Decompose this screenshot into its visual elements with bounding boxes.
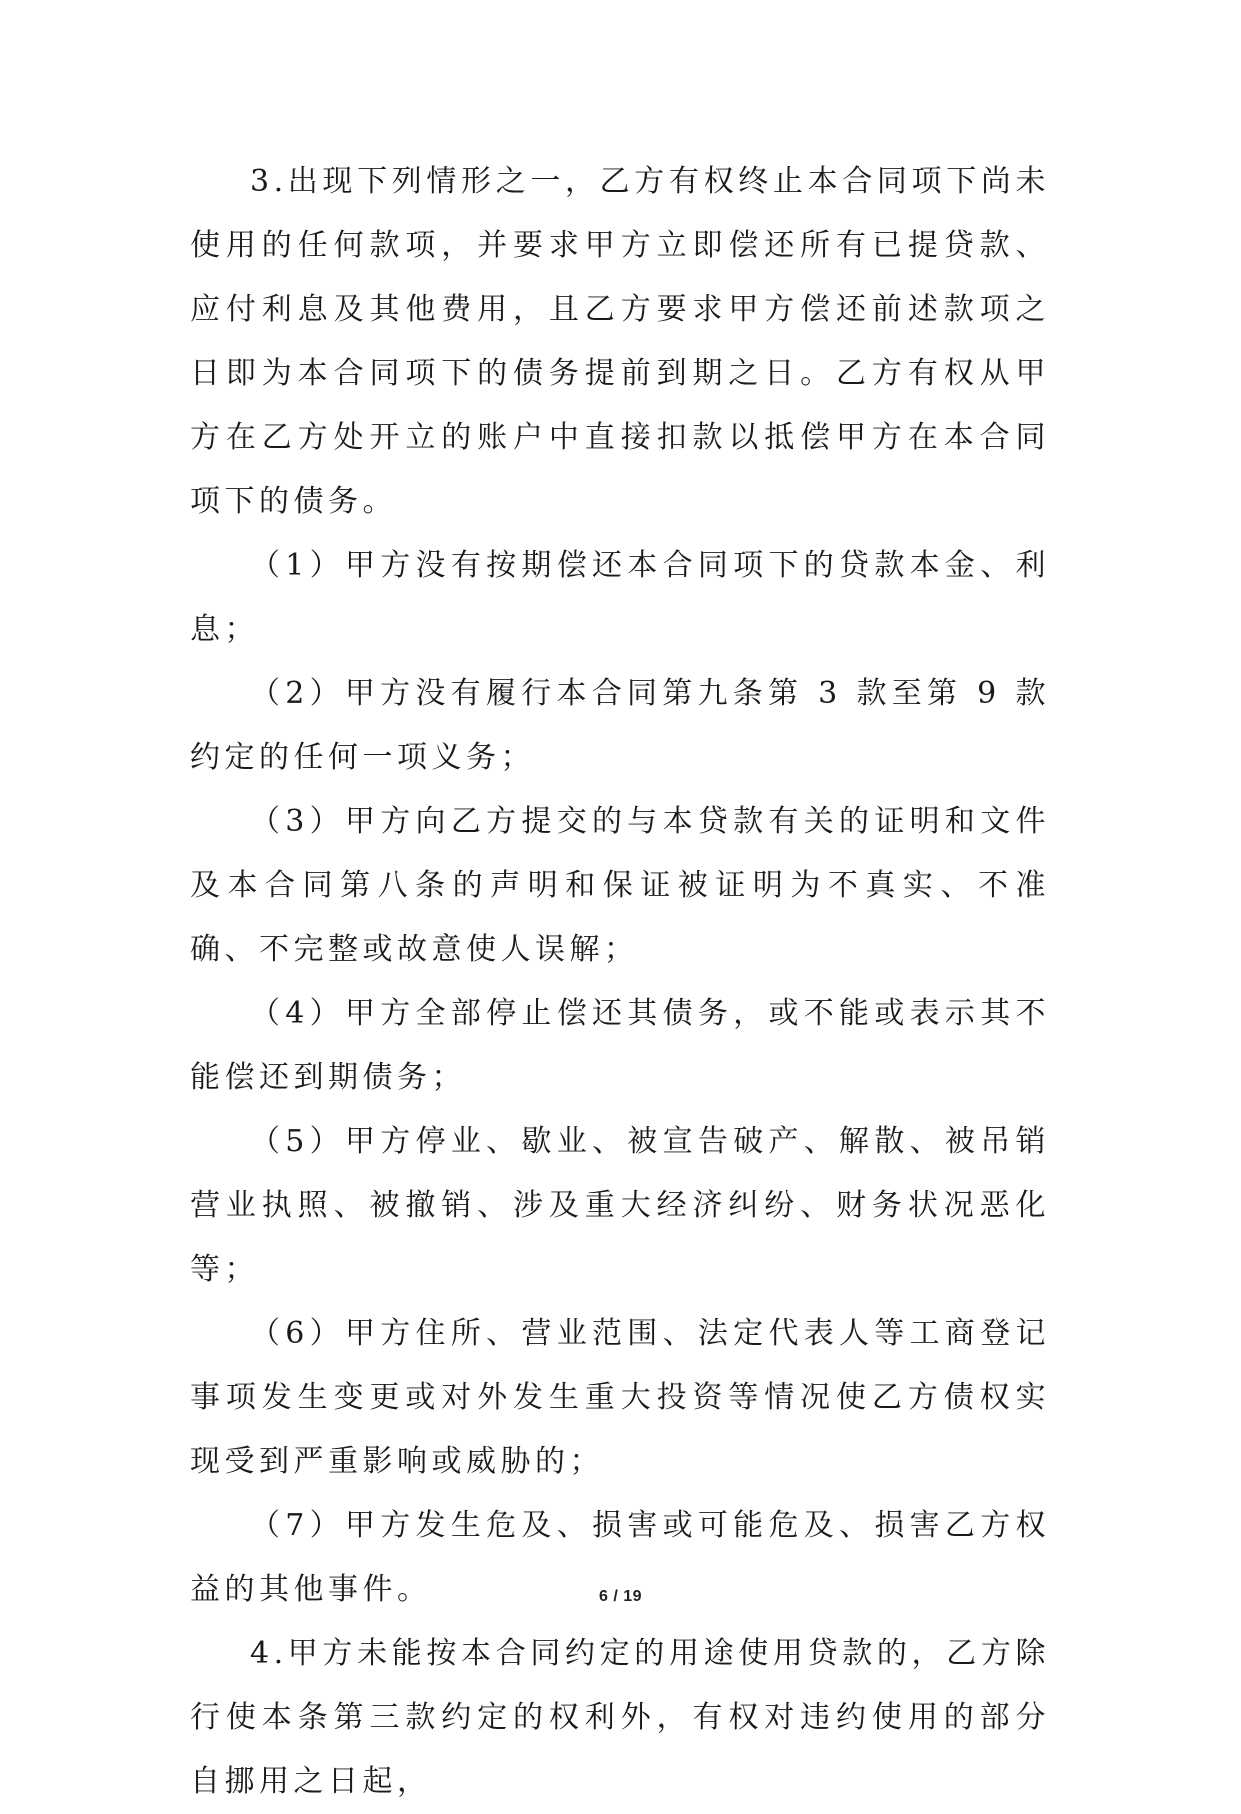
paragraph-item-2: （2）甲方没有履行本合同第九条第 3 款至第 9 款约定的任何一项义务； xyxy=(190,676,1050,775)
paragraph-item-1: （1）甲方没有按期偿还本合同项下的贷款本金、利息； xyxy=(190,548,1050,647)
document-body xyxy=(190,150,1050,1814)
paragraph-item-3: （3）甲方向乙方提交的与本贷款有关的证明和文件及本合同第八条的声明和保证被证明为不真实、不准确、不完整或故意使人误解； xyxy=(190,804,1050,967)
paragraph-item-6: （6）甲方住所、营业范围、法定代表人等工商登记事项发生变更或对外发生重大投资等情况使乙方债权实现受到严重影响或威胁的； xyxy=(190,1316,1050,1479)
paragraph-item-4: （4）甲方全部停止偿还其债务，或不能或表示其不能偿还到期债务； xyxy=(190,996,1050,1095)
paragraph-clause-3: 3.出现下列情形之一，乙方有权终止本合同项下尚未使用的任何款项，并要求甲方立即偿还所有已提贷款、应付利息及其他费用，且乙方要求甲方偿还前述款项之日即为本合同项下的债务提前到期之日。乙方有权从甲方在乙方处开立的账户中直接扣款以抵偿甲方在本合同项下的债务。 xyxy=(190,164,1050,519)
paragraph-item-5: （5）甲方停业、歇业、被宣告破产、解散、被吊销营业执照、被撤销、涉及重大经济纠纷、财务状况恶化等； xyxy=(190,1124,1050,1287)
page-number: 6 / 19 xyxy=(598,1588,643,1605)
paragraph-clause-4: 4.甲方未能按本合同约定的用途使用贷款的，乙方除行使本条第三款约定的权利外，有权对违约使用的部分自挪用之日起， xyxy=(190,1636,1050,1799)
paragraph-item-7: （7）甲方发生危及、损害或可能危及、损害乙方权益的其他事件。 xyxy=(190,1508,1050,1607)
